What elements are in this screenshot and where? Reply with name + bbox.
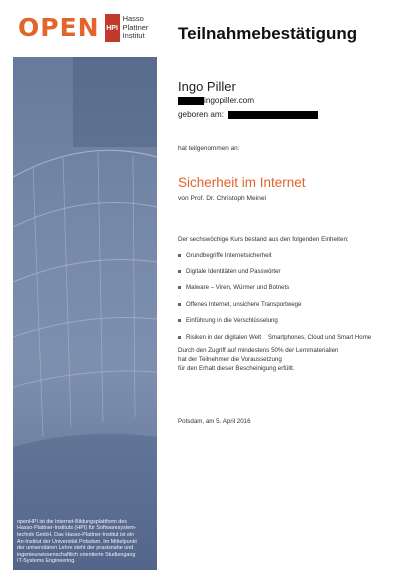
statement-line: hat der Teilnehmer die Voraussetzung: [178, 356, 282, 364]
logo-open-text: OPEN: [18, 13, 100, 42]
hpi-name: [123, 15, 149, 41]
list-item: [178, 263, 371, 279]
footer-line: An-Institut der Universität Potsdam. Im Mittelpunkt: [17, 538, 137, 545]
footer-line: Hasso-Plattner-Instituts (HPI) für Softwaresystem-: [17, 525, 137, 532]
footer-line: openHPI ist die Internet-Bildungsplattform des: [17, 518, 127, 525]
document-title: Teilnahmebestätigung: [178, 24, 358, 43]
footer-line: IT-Systems Engineering.: [17, 558, 76, 565]
unit-label: Einführung in die Verschlüsselung: [186, 317, 278, 325]
recipient-name: Ingo Piller: [178, 79, 236, 94]
units-list: [178, 247, 371, 345]
bullet-icon: [178, 254, 181, 257]
statement-line: für den Erhalt dieser Bescheinigung erfüllt.: [178, 365, 295, 373]
place-date: Potsdam, am 5. April 2016: [178, 418, 251, 425]
course-instructor: von Prof. Dr. Christoph Meinel: [178, 195, 266, 202]
bullet-icon: [178, 319, 181, 322]
unit-label: Grundbegriffe Internetsicherheit: [186, 251, 272, 259]
sidebar-photo: [13, 57, 157, 570]
bullet-icon: [178, 270, 181, 273]
redaction-bar: [178, 97, 204, 105]
participation-intro: hat teilgenommen an:: [178, 145, 240, 152]
footer-line: der universitären Lehre steht der praxisnahe und: [17, 545, 134, 552]
footer-line: ingenieurwissenschaftlich orientierte Studiengang: [17, 551, 136, 558]
units-intro: Der sechswöchige Kurs bestand aus den folgenden Einheiten:: [178, 236, 349, 243]
hpi-name-line: Institut: [122, 31, 145, 41]
course-title: Sicherheit im Internet: [178, 175, 306, 190]
hpi-name-line: Hasso: [122, 14, 144, 24]
redaction-bar: [228, 111, 318, 119]
email-suffix: ingopiller.com: [204, 96, 255, 105]
hpi-badge: HPI: [105, 14, 120, 42]
statement-line: Durch den Zugriff auf mindestens 50% der Lernmaterialien: [178, 347, 339, 354]
unit-label: Digitale Identitäten und Passwörter: [186, 268, 281, 276]
list-item: [178, 313, 371, 329]
bullet-icon: [178, 286, 181, 289]
openhpi-logo: [18, 14, 148, 42]
list-item: [178, 296, 371, 312]
recipient-email: [178, 96, 254, 105]
bullet-icon: [178, 303, 181, 306]
list-item: [178, 280, 371, 296]
list-item: [178, 247, 371, 263]
completion-statement: [178, 346, 339, 374]
hpi-name-line: Plattner: [122, 22, 149, 32]
list-item: [178, 329, 371, 345]
sidebar-footer-text: [17, 519, 153, 565]
recipient-birthdate: [178, 110, 318, 119]
unit-label: Malware – Viren, Würmer und Botnets: [186, 284, 290, 292]
unit-label: Offenes Internet, unsichere Transportwege: [186, 300, 302, 308]
footer-line: technik GmbH. Das Hasso-Plattner-Institut ist ein: [17, 532, 135, 539]
hpi-logo: [105, 14, 149, 42]
building-interior-illustration: [13, 57, 157, 570]
born-label: geboren am:: [178, 110, 224, 119]
unit-label: Risiken in der digitalen Welt Smartphones, Cloud und Smart Home: [186, 333, 372, 341]
bullet-icon: [178, 336, 181, 339]
